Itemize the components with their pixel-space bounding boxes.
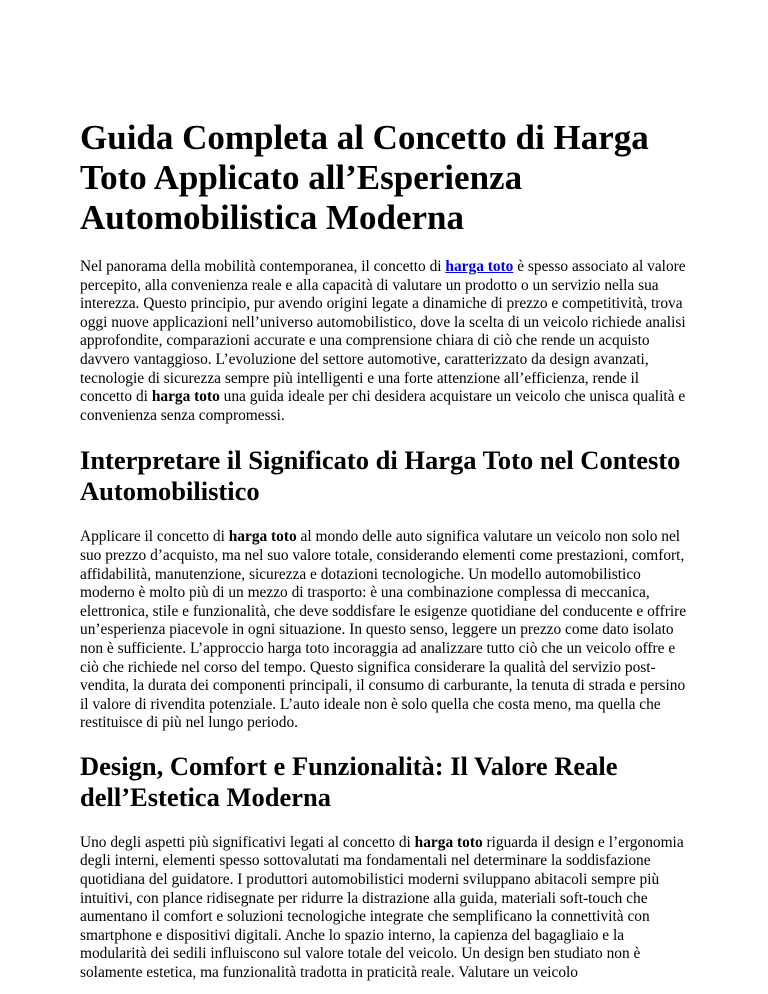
text-segment: una guida ideale per chi desidera acquistare un veicolo che unisca qualità e convenienza senza compromessi. [80, 388, 686, 424]
text-segment: al mondo delle auto significa valutare un veicolo non solo nel suo prezzo d’acquisto, ma nel suo valore totale, considerando elementi come prestazioni, comfort, affidabilità, manutenzione, sicurezza e dotazioni tecnologiche. Un modello automobilistico moderno è molto più di un mezzo di trasporto: è una combinazione complessa di meccanica, elettronica, stile e funzionalità, che deve soddisfare le esigenze quotidiane del conducente e offrire un’esperienza piacevole in ogni situazione. In questo senso, leggere un prezzo come dato isolato non è sufficiente. L’approccio harga toto incoraggia ad analizzare tutto ciò che un veicolo offre e ciò che richiede nel corso del tempo. Questo significa considerare la qualità del servizio post-vendita, la durata dei componenti principali, il consumo di carburante, la tenuta di strada e persino il valore di rivendita potenziale. L’auto ideale non è solo quella che costa meno, ma quella che restituisce di più nel lungo periodo. [80, 528, 687, 732]
text-segment: Uno degli aspetti più significativi legati al concetto di [80, 833, 415, 851]
bold-keyword: harga toto [414, 833, 483, 851]
section-heading: Design, Comfort e Funzionalità: Il Valore Reale dell’Estetica Moderna [80, 750, 618, 812]
document-page [80, 0, 692, 983]
text-segment: Nel panorama della mobilità contemporanea, il concetto di [80, 258, 446, 275]
harga-toto-link[interactable]: harga toto [445, 258, 514, 275]
section-heading: Interpretare il Significato di Harga Toto nel Contesto Automobilistico [80, 445, 681, 507]
section-paragraph [80, 834, 692, 983]
text-segment: è spesso associato al valore percepito, alla convenienza reale e alla capacità di valutare un prodotto o un servizio nella sua interezza. Questo principio, pur avendo origini legate a dinamiche di prezzo e competitività, trova oggi nuove applicazioni nell’universo automobilistico, dove la scelta di un veicolo richiede analisi approfondite, comparazioni accurate e una comprensione chiara di ciò che rende un acquisto davvero vantaggioso. L’evoluzione del settore automotive, caratterizzato da design avanzati, tecnologie di sicurezza sempre più intelligenti e una forte attenzione all’efficienza, rende il concetto di [80, 258, 686, 406]
text-segment: riguarda il design e l’ergonomia degli interni, elementi spesso sottovalutati ma fondamentali nel determinare la soddisfazione quotidiana del guidatore. I produttori automobilistici moderni sviluppano abitacoli sempre più intuitivi, con plance ridisegnate per ridurre la distrazione alla guida, materiali soft-touch che aumentano il comfort e soluzioni tecnologiche integrate che semplificano la connettività con smartphone e dispositivi digitali. Anche lo spazio interno, la capienza del bagagliaio e la modularità dei sedili influiscono sul valore totale del veicolo. Un design ben studiato non è solamente estetica, ma funzionalità tradotta in praticità reale. Valutare un veicolo [80, 833, 684, 982]
text-segment: Applicare il concetto di [80, 528, 229, 546]
bold-keyword: harga toto [151, 388, 220, 406]
intro-paragraph [80, 258, 692, 425]
page-title: Guida Completa al Concetto di Harga Toto Applicato all’Esperienza Automobilistica Moderna [80, 118, 649, 237]
section-paragraph [80, 528, 692, 733]
bold-keyword: harga toto [228, 528, 297, 546]
